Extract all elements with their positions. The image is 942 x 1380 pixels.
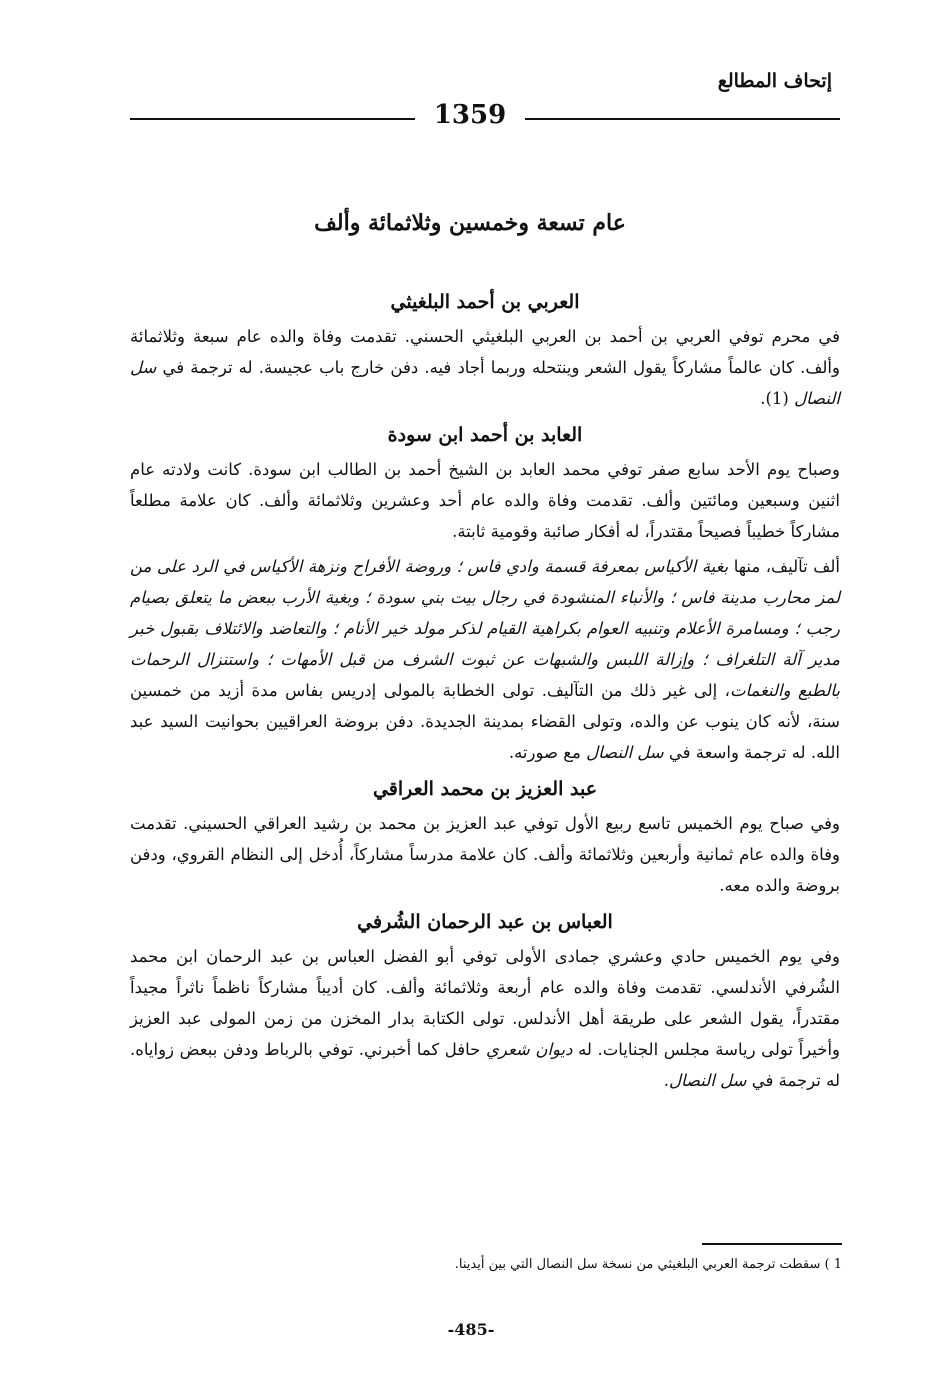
entry-paragraph [130, 941, 840, 1096]
book-title: سل النصال [668, 1071, 747, 1090]
year-rule-left [130, 118, 415, 120]
paragraph-text: وفي يوم الخميس حادي وعشري جمادى الأولى توفي أبو الفضل العباس بن عبد الرحمان ابن محمد الشُرفي الأندلسي. تقدمت وفاة والده عام أربعة وثلاثمائة وألف. كان أديباً مشاركاً ناظماً ناثراً مجيداً مقتدراً، يقول الشعر على طريقة أهل الأندلس. تولى الكتابة بدار المخزن من زمن المولى عبد العزيز وأخيراً تولى رياسة مجلس الجنايات. له [130, 947, 841, 1059]
entry-paragraph [130, 454, 840, 547]
entries-body [130, 285, 840, 1100]
entry-title: عبد العزيز بن محمد العراقي [372, 778, 598, 800]
footnote [142, 1257, 842, 1272]
paragraph-text: . [663, 1071, 669, 1090]
page-number: -485- [447, 1320, 495, 1339]
hijri-year-number: 1359 [433, 100, 507, 130]
book-title: سل النصال [130, 358, 840, 408]
paragraph-text: مع صورته. [508, 743, 587, 762]
running-title: إتحاف المطالع [717, 70, 832, 92]
book-title: سل النصال [536, 1257, 598, 1272]
paragraph-text: وصباح يوم الأحد سابع صفر توفي محمد العابد بن الشيخ أحمد بن الطالب ابن سودة. كانت ولادته عام اثنين وسبعين ومائتين وألف. تقدمت وفاة والده عام أحد وعشرين وثلاثمائة وألف. كان علامة مطلعاً مشاركاً خطيباً فصيحاً مقتدراً، له أفكار صائبة وقومية ثابتة. [130, 460, 840, 541]
hijri-year-line [130, 100, 840, 134]
entry-title: العباس بن عبد الرحمان الشُرفي [357, 911, 613, 933]
paragraph-text: (1). [760, 389, 795, 408]
year-title: عام تسعة وخمسين وثلاثمائة وألف [314, 210, 626, 236]
works-list: بغية الأكياس بمعرفة قسمة وادي فاس ؛ وروضة الأفراح ونزهة الأكياس في الرد على من لمز محارب مدينة فاس ؛ والأنباء المنشودة في رجال بيت بني سودة ؛ وبغية الأرب ببعض ما يتعلق بصيام رجب ؛ ومسامرة الأعلام وتنبيه العوام بكراهية القيام لذكر مولد خير الأنام ؛ والتعاضد والائتلاف بقبول خبر مدير آلة التلغراف ؛ وإزالة اللبس والشبهات عن ثبوت الشرف من قبل الأمهات ؛ واستنزال الرحمات بالطبع والنغمات [130, 557, 840, 700]
paragraph-text: ألف تآليف، منها [728, 557, 840, 576]
footnote-text: سقطت ترجمة العربي البلغيثي من نسخة [597, 1257, 821, 1272]
paragraph-text: حافل كما أخبرني. توفي بالرباط ودفن ببعض زواياه. له ترجمة في [130, 1040, 840, 1090]
book-title: سل النصال [586, 743, 664, 762]
entry-paragraph [130, 321, 840, 414]
paragraph-text: وفي صباح يوم الخميس تاسع ربيع الأول توفي عبد العزيز بن محمد بن رشيد العراقي الحسيني. تقدمت وفاة والده عام ثمانية وأربعين وثلاثمائة وألف. كان علامة مدرساً مشاركاً، أُدخل إلى النظام القروي، ودفن بروضة والده معه. [130, 814, 840, 895]
footnote-rule [702, 1243, 842, 1245]
entry-title: العابد بن أحمد ابن سودة [387, 424, 583, 446]
footnote-marker: 1 ) [824, 1257, 842, 1272]
paragraph-text: ، إلى غير ذلك من التآليف. تولى الخطابة بالمولى إدريس بفاس مدة أزيد من خمسين سنة، لأنه كان ينوب عن والده، وتولى القضاء بمدينة الجديدة. دفن بروضة العراقيين بحوانيت السيد عبد الله. له ترجمة واسعة في [130, 681, 840, 762]
year-rule-right [525, 118, 840, 120]
book-title: ديوان شعري [485, 1040, 573, 1059]
entry-paragraph [130, 551, 840, 768]
entry-title: العربي بن أحمد البلغيثي [390, 291, 580, 313]
entry-paragraph [130, 808, 840, 901]
paragraph-text: في محرم توفي العربي بن أحمد بن العربي البلغيثي الحسني. تقدمت وفاة والده عام سبعة وثلاثمائة وألف. كان عالماً مشاركاً يقول الشعر وينتحله وربما أجاد فيه. دفن خارج باب عجيسة. له ترجمة في [130, 327, 840, 377]
footnote-text: التي بين أيدينا. [454, 1257, 537, 1272]
